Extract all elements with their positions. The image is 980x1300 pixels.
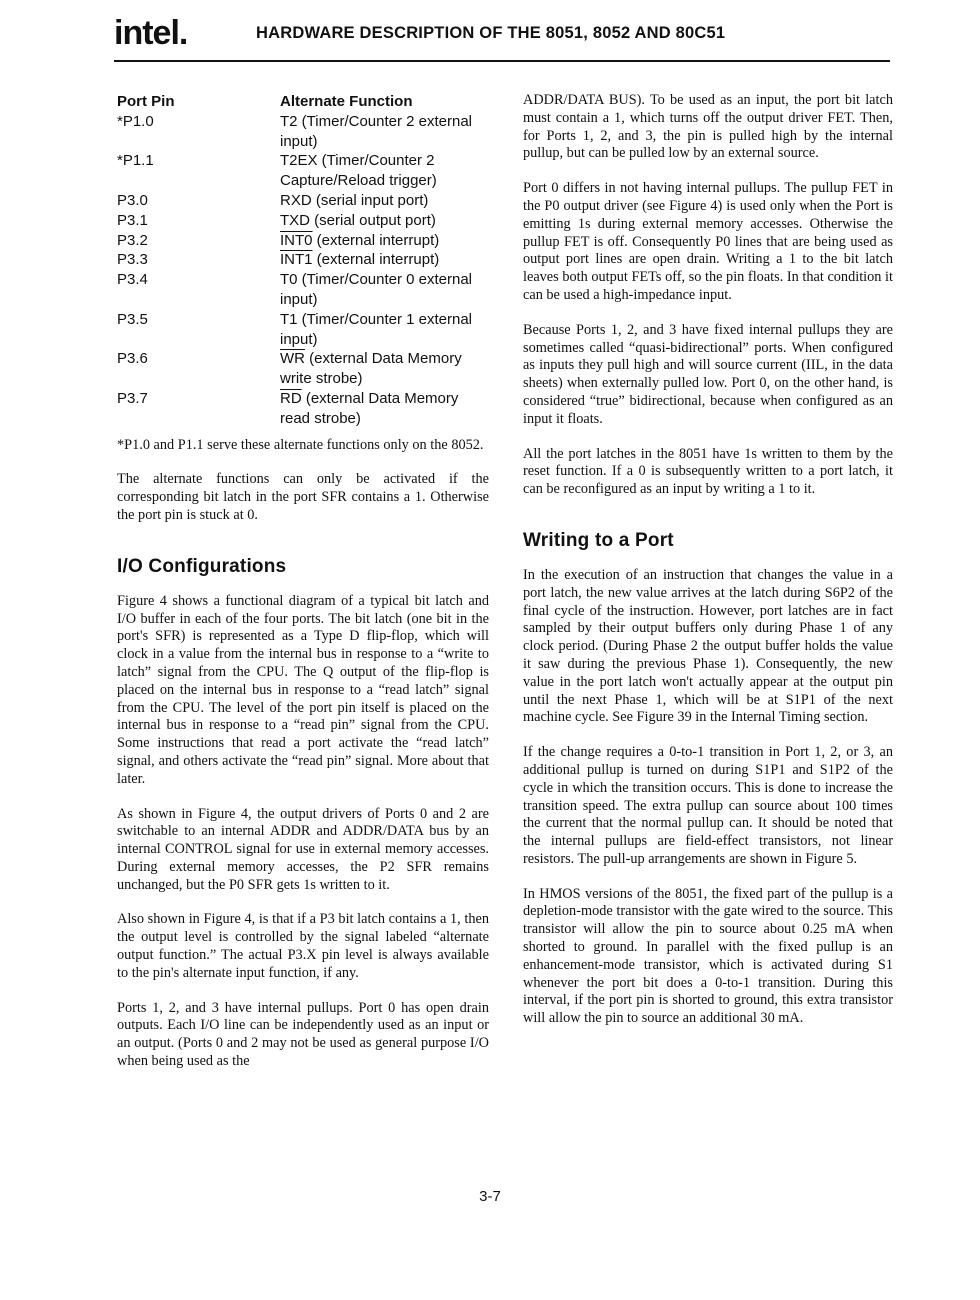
port-pin: P3.0 xyxy=(117,191,148,209)
port-table-footnote: *P1.0 and P1.1 serve these alternate functions only on the 8052. xyxy=(117,436,484,453)
port-pin: *P1.0 xyxy=(117,112,154,130)
function-description: (external interrupt) xyxy=(312,251,440,269)
port-table xyxy=(117,92,489,429)
port-pin: P3.7 xyxy=(117,389,148,407)
function-description: (external Data Memory read strobe) xyxy=(280,389,459,427)
port-function xyxy=(280,389,489,429)
port-function: T2 (Timer/Counter 2 external input) xyxy=(280,112,473,150)
signal-name: INT1 xyxy=(280,251,313,269)
port-row xyxy=(117,250,489,270)
port-pin: P3.2 xyxy=(117,231,148,249)
intel-logo: intel. xyxy=(114,14,188,52)
function-description: (external Data Memory write strobe) xyxy=(280,350,462,388)
paragraph-io-4: Ports 1, 2, and 3 have internal pullups. Port 0 has open drain outputs. Each I/O line can be independently used as an input or an output. (Ports 0 and 2 may not be used as general purpose I/O when being used as the xyxy=(117,999,489,1070)
port-row xyxy=(117,349,489,389)
paragraph-write-2: If the change requires a 0-to-1 transition in Port 1, 2, or 3, an additional pullup is turned on during S1P1 and S1P2 of the cycle in which the transition occurs. This is done to increase the transition speed. The extra pullup can source about 100 times the current that the normal pullup can. It should be noted that the internal pullups are field-effect transistors, not linear resistors. The pull-up arrangements are shown in Figure 5. xyxy=(523,744,893,867)
port-row xyxy=(117,389,489,429)
port-row xyxy=(117,211,489,231)
paragraph-right-2: Port 0 differs in not having internal pullups. The pullup FET in the P0 output driver (see Figure 4) is used only when the Port is emitting 1s during external memory accesses. Otherwise the pullup FET is off. Consequently P0 lines that are being used as output port lines are open drain. Writing a 1 to the bit latch leaves both output FETs off, so the pin floats. In that condition it can be used a high-impedance input. xyxy=(523,180,893,303)
port-row xyxy=(117,231,489,251)
paragraph-right-3: Because Ports 1, 2, and 3 have fixed internal pullups they are sometimes called “quasi-bidirectional” ports. When configured as inputs they pull high and will source current (IIL, in the data sheets) when externally pulled low. Port 0, on the other hand, is considered “true” bidirectional, because when configured as an input it floats. xyxy=(523,321,893,427)
port-pin: P3.5 xyxy=(117,310,148,328)
port-pin: *P1.1 xyxy=(117,152,154,170)
port-function: T2EX (Timer/Counter 2 Capture/Reload trigger) xyxy=(280,152,437,190)
port-row xyxy=(117,270,489,310)
page-number: 3-7 xyxy=(479,1188,501,1205)
port-function xyxy=(280,250,489,270)
page-header xyxy=(114,14,890,62)
paragraph-right-4: All the port latches in the 8051 have 1s written to them by the reset function. If a 0 is subsequently written to a port latch, it can be reconfigured as an input by writing a 1 to it. xyxy=(523,445,893,498)
port-function xyxy=(280,231,489,251)
port-pin: P3.3 xyxy=(117,251,148,269)
paragraph-write-3: In HMOS versions of the 8051, the fixed part of the pullup is a depletion-mode transistor with the gate wired to the source. This transistor will allow the pin to source about 0.25 mA when shorted to ground. In parallel with the fixed pullup is an enhancement-mode transistor, which is activated during S1 whenever the port bit does a 0-to-1 transition. During this interval, if the port pin is shorted to ground, this extra transistor will allow the pin to source an additional 30 mA. xyxy=(523,885,893,1027)
paragraph-right-1: ADDR/DATA BUS). To be used as an input, the port bit latch must contain a 1, which turns off the output driver FET. Then, for Ports 1, 2, and 3, the pin is pulled high by the internal pullup, but can be pulled low by an external source. xyxy=(523,92,893,162)
signal-name: $\overline{RD}$ xyxy=(280,389,302,407)
left-column xyxy=(117,92,489,1071)
port-function: TXD (serial output port) xyxy=(280,211,436,229)
port-row xyxy=(117,151,489,191)
paragraph-io-2: As shown in Figure 4, the output drivers of Ports 0 and 2 are switchable to an internal ADDR and ADDR/DATA bus by an internal CONTROL signal for use in external memory accesses. During external memory accesses, the P2 SFR remains unchanged, but the P0 SFR gets 1s written to it. xyxy=(117,805,489,893)
paragraph-io-1: Figure 4 shows a functional diagram of a typical bit latch and I/O buffer in each of the four ports. The bit latch (one bit in the port's SFR) is represented as a Type D flip-flop, which will clock in a value from the internal bus in response to a “write to latch” signal from the CPU. The Q output of the flip-flop is placed on the internal bus in response to a “read latch” signal from the CPU. The level of the port pin itself is placed on the internal bus in response to a “read pin” signal from the CPU. Some instructions that read a port activate the “read latch” signal, and others activate the “read pin” signal. More about that later. xyxy=(117,592,489,787)
port-function: T0 (Timer/Counter 0 external input) xyxy=(280,271,473,308)
paragraph-write-1: In the execution of an instruction that changes the value in a port latch, the new value arrives at the latch during S6P2 of the final cycle of the instruction. However, port latches are in fact sampled by their output buffers only during Phase 1 of any clock period. (During Phase 2 the output buffer holds the value it saw during the previous Phase 1). Consequently, the new value in the port latch won't actually appear at the output pin until the next Phase 1, which will be at S1P1 of the next machine cycle. See Figure 39 in the Internal Timing section. xyxy=(523,566,893,726)
column-header-function: Alternate Function xyxy=(280,93,413,110)
section-heading-writing-to-a-port: Writing to a Port xyxy=(523,529,674,551)
port-function xyxy=(280,349,489,389)
signal-name: INT0 xyxy=(280,231,313,249)
port-pin: P3.6 xyxy=(117,350,148,368)
port-function: RXD (serial input port) xyxy=(280,191,429,209)
paragraph-io-3: Also shown in Figure 4, is that if a P3 bit latch contains a 1, then the output level is controlled by the signal labeled “alternate output function.” The actual P3.X pin level is always available to the pin's alternate input function, if any. xyxy=(117,911,489,981)
port-row xyxy=(117,112,489,152)
port-table-header xyxy=(117,92,489,112)
signal-name: $\overline{WR}$ xyxy=(280,350,305,368)
paragraph-alternate-functions: The alternate functions can only be activated if the corresponding bit latch in the port SFR contains a 1. Otherwise the port pin is stuck at 0. xyxy=(117,471,489,523)
function-description: (external interrupt) xyxy=(312,231,440,249)
right-column xyxy=(523,92,893,1028)
port-pin: P3.4 xyxy=(117,271,148,289)
header-title: HARDWARE DESCRIPTION OF THE 8051, 8052 AND 80C51 xyxy=(256,24,726,42)
port-row xyxy=(117,310,489,350)
port-pin: P3.1 xyxy=(117,211,148,229)
port-function: T1 (Timer/Counter 1 external input) xyxy=(280,310,473,348)
section-heading-io-configurations: I/O Configurations xyxy=(117,555,287,577)
column-header-pin: Port Pin xyxy=(117,93,175,110)
port-row xyxy=(117,191,489,211)
header-rule xyxy=(114,60,890,62)
